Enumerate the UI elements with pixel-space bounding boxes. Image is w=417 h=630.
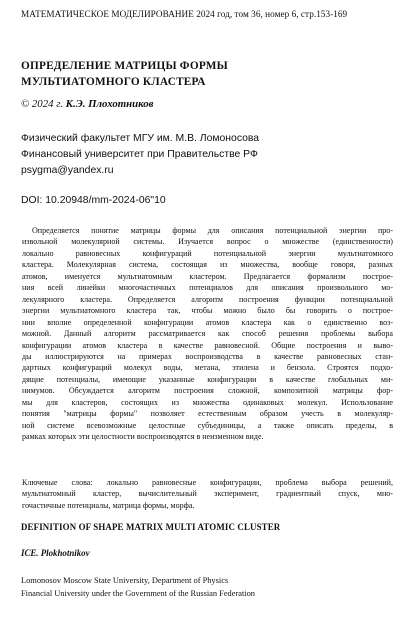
english-title: DEFINITION OF SHAPE MATRIX MULTI ATOMIC CLUSTER [21,522,281,532]
keywords [22,477,393,511]
abstract-line: локально равновесных конфигураций потенциальной энергии мультиатомного [22,248,393,258]
abstract-line: нимумов. Обсуждается алгоритм построения сложной, композитной матрицы фор- [22,386,393,396]
abstract [22,225,393,443]
journal-header: МАТЕМАТИЧЕСКОЕ МОДЕЛИРОВАНИЕ 2024 год, том 36, номер 6, стр.153-169 [21,9,348,19]
abstract-line: конфигурации атомов кластера в качестве равновесной. Общие построения и выво- [22,340,393,350]
copyright-prefix: © 2024 г. [21,98,63,110]
abstract-line: мы для кластеров, состоящих из множества одинаковых молекул. Использование [22,397,393,407]
abstract-line: рамках которых эти целостности воспроизводятся в неизменном виде. [22,432,264,442]
english-affiliation-line: Financial University under the Government of the Russian Federation [21,588,255,598]
article-title [21,58,391,90]
abstract-line: понятия "матрицы формы" позволяет естественным образом учесть в молекуляр- [22,409,393,419]
doi: DOI: 10.20948/mm-2024-06"10 [21,195,166,206]
keywords-line: Ключевые слова: локально равновесные конфигурации, проблема выбора решений, [22,478,393,487]
abstract-line: лекулярного кластера. Определяется алгоритм построения функции потенциальной [22,294,393,304]
title-line: МУЛЬТИАТОМНОГО КЛАСТЕРА [21,76,206,88]
affiliation-line: Финансовый университет при Правительстве РФ [21,149,258,161]
abstract-line: дящие потенциалы, имеющие указанные конфигурации в качестве глобальных ми- [22,374,393,384]
title-line: ОПРЕДЕЛЕНИЕ МАТРИЦЫ ФОРМЫ [21,60,228,72]
abstract-line: энергии мультиатомного кластера так, чтобы можно было бы говорить о построе- [22,306,393,316]
abstract-line: можной. Данный алгоритм рассматривается как способ решения проблемы выбора [22,329,393,339]
abstract-line: ды иллюстрируются на примерах воспроизводства в качестве равновесных стан- [22,351,393,361]
english-author: ICE. Plokhotnikov [21,548,90,558]
abstract-line: дартных конфигураций молекул воды, метана, этилена и бензола. Строятся подхо- [22,363,393,373]
copyright-line [21,98,391,110]
abstract-line: кластера. Молекулярная система, состоящая из множества, вообще говоря, разных [22,260,393,270]
author-email: psygma@yandex.ru [21,165,114,177]
english-affiliation-line: Lomonosov Moscow State University, Department of Physics [21,576,229,585]
keywords-line: гочастичные потенциалы, матрица формы, морфа. [22,500,195,510]
keywords-line: мультиатомный кластер, вычислительный эксперимент, градиентный спуск, мно- [22,489,393,499]
author-name: К.Э. Плохотников [65,98,154,110]
english-affiliations [21,575,401,600]
affiliations [21,131,391,180]
abstract-line: атомов, именуется мультиатомным кластером. Предлагается формализм построе- [22,271,393,281]
abstract-line: нии вполне определенной конфигурации атомов кластера как о единственно воз- [22,317,393,327]
affiliation-line: Физический факультет МГУ им. М.В. Ломоносова [21,133,260,144]
abstract-line: ной системе всевозможные целостные субъединицы, а также описать пределы, в [22,420,393,430]
abstract-line: ния всей линейки многочастичных потенциалов для описания произвольного мо- [22,283,393,293]
abstract-line: Определяется понятие матрицы формы для описания потенциальной энергии про- [32,226,393,235]
abstract-line: извольной молекулярной системы. Изучается вопрос о множестве (единственности) [22,237,393,247]
